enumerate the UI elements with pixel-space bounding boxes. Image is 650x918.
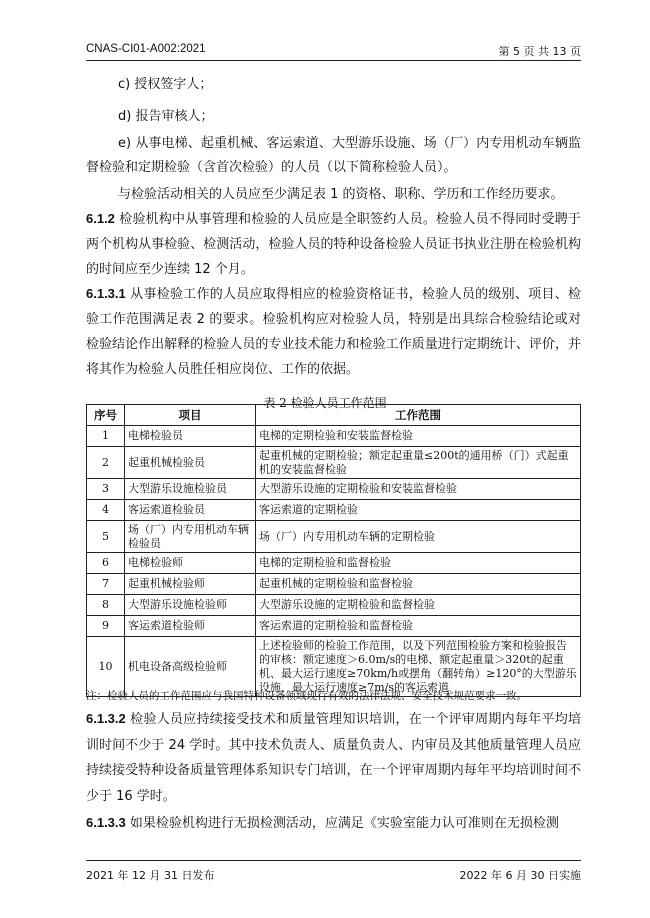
cell-item: 场（厂）内专用机动车辆检验员 bbox=[125, 521, 256, 553]
cell-scope: 客运索道的定期检验和监督检验 bbox=[256, 616, 581, 637]
table-note: 注：检验人员的工作范围应与我国特种设备领域现行有效的法律法规、安全技术规范要求一致。 bbox=[86, 690, 527, 702]
section-number: 6.1.2 bbox=[86, 211, 115, 226]
cell-no: 7 bbox=[87, 574, 125, 595]
cell-no: 3 bbox=[87, 479, 125, 500]
cell-no: 1 bbox=[87, 426, 125, 447]
cell-item: 机电设备高级检验师 bbox=[125, 637, 256, 697]
cell-item: 起重机械检验员 bbox=[125, 447, 256, 479]
cell-scope: 起重机械的定期检验；额定起重量≤200t的通用桥（门）式起重机的安装监督检验 bbox=[256, 447, 581, 479]
table-row bbox=[87, 500, 581, 521]
list-item-d: d) 报告审核人； bbox=[118, 109, 214, 124]
document-id: CNAS-CI01-A002:2021 bbox=[86, 43, 206, 55]
cell-no: 9 bbox=[87, 616, 125, 637]
cell-scope: 电梯的定期检验和安装监督检验 bbox=[256, 426, 581, 447]
cell-scope: 客运索道的定期检验 bbox=[256, 500, 581, 521]
section-number: 6.1.3.3 bbox=[86, 815, 126, 830]
section-text: 从事检验工作的人员应取得相应的检验资格证书，检验人员的级别、项目、检验工作范围满足表 2 的要求。检验机构应对检验人员，特别是出具综合检验结论或对检验结论作出解释的检验人员的专业技术能力和检验工作质量进行定期统计、评价，并将其作为检验人员胜任相应岗位、工作的依据。 bbox=[86, 287, 581, 377]
table-row bbox=[87, 521, 581, 553]
cell-scope: 大型游乐设施的定期检验和安装监督检验 bbox=[256, 479, 581, 500]
table-caption: 表 2 检验人员工作范围 bbox=[263, 396, 387, 410]
cell-scope: 上述检验师的检验工作范围，以及下列范围检验方案和检验报告的审核：额定速度＞6.0m/s的电梯、额定起重量＞320t的起重机、最大运行速度≥70km/h或摆角（翻转角）≥120°的大型游乐设施、最大运行速度≥7m/s的客运索道 bbox=[256, 637, 581, 697]
section-number: 6.1.3.1 bbox=[86, 286, 126, 301]
cell-item: 起重机械检验师 bbox=[125, 574, 256, 595]
inspector-scope-table bbox=[86, 404, 581, 697]
cell-scope: 电梯的定期检验和监督检验 bbox=[256, 553, 581, 574]
cell-no: 6 bbox=[87, 553, 125, 574]
page-header bbox=[86, 40, 581, 61]
page-number: 第 5 页 共 13 页 bbox=[498, 45, 581, 58]
issue-date: 2021 年 12 月 31 日发布 bbox=[86, 869, 215, 882]
cell-item: 大型游乐设施检验员 bbox=[125, 479, 256, 500]
section-number: 6.1.3.2 bbox=[86, 711, 126, 726]
list-item-c: c) 授权签字人； bbox=[118, 77, 213, 92]
effective-date: 2022 年 6 月 30 日实施 bbox=[459, 869, 581, 882]
cell-scope: 场（厂）内专用机动车辆的定期检验 bbox=[256, 521, 581, 553]
cell-item: 客运索道检验员 bbox=[125, 500, 256, 521]
table-row bbox=[87, 616, 581, 637]
column-header: 序号 bbox=[87, 405, 125, 426]
cell-item: 电梯检验员 bbox=[125, 426, 256, 447]
cell-scope: 起重机械的定期检验和监督检验 bbox=[256, 574, 581, 595]
section-6-1-2 bbox=[86, 206, 581, 282]
cell-no: 2 bbox=[87, 447, 125, 479]
table-header-row bbox=[87, 405, 581, 426]
cell-item: 电梯检验师 bbox=[125, 553, 256, 574]
section-6-1-3-1 bbox=[86, 281, 581, 382]
cell-item: 客运索道检验师 bbox=[125, 616, 256, 637]
column-header: 项目 bbox=[125, 405, 256, 426]
page-footer bbox=[86, 860, 581, 885]
table-row bbox=[87, 479, 581, 500]
list-item-e: e) 从事电梯、起重机械、客运索道、大型游乐设施、场（厂）内专用机动车辆监督检验和定期检验（含首次检验）的人员（以下简称检验人员）。 bbox=[86, 136, 581, 175]
table-row bbox=[87, 426, 581, 447]
table-row bbox=[87, 447, 581, 479]
cell-no: 5 bbox=[87, 521, 125, 553]
cell-no: 8 bbox=[87, 595, 125, 616]
cell-no: 4 bbox=[87, 500, 125, 521]
table-row bbox=[87, 595, 581, 616]
cell-no: 10 bbox=[87, 637, 125, 697]
cell-scope: 大型游乐设施的定期检验和监督检验 bbox=[256, 595, 581, 616]
section-text: 检验机构中从事管理和检验的人员应是全职签约人员。检验人员不得同时受聘于两个机构从事检验、检测活动，检验人员的特种设备检验人员证书执业注册在检验机构的时间应至少连续 12 个月。 bbox=[86, 212, 581, 277]
column-header: 工作范围 bbox=[256, 405, 581, 426]
table-row bbox=[87, 553, 581, 574]
cell-item: 大型游乐设施检验师 bbox=[125, 595, 256, 616]
section-text: 如果检验机构进行无损检测活动，应满足《实验室能力认可准则在无损检测 bbox=[129, 816, 559, 831]
section-text: 检验人员应持续接受技术和质量管理知识培训，在一个评审周期内每年平均培训时间不少于 24 学时。其中技术负责人、质量负责人、内审员及其他质量管理人员应持续接受特种设备质量管理体系知识专门培训，在一个评审周期内每年平均培训时间不少于 16 学时。 bbox=[86, 712, 581, 804]
paragraph-requirement: 与检验活动相关的人员应至少满足表 1 的资格、职称、学历和工作经历要求。 bbox=[118, 187, 564, 202]
table-row bbox=[87, 574, 581, 595]
section-6-1-3-2 bbox=[86, 706, 581, 809]
section-6-1-3-3 bbox=[86, 810, 581, 836]
